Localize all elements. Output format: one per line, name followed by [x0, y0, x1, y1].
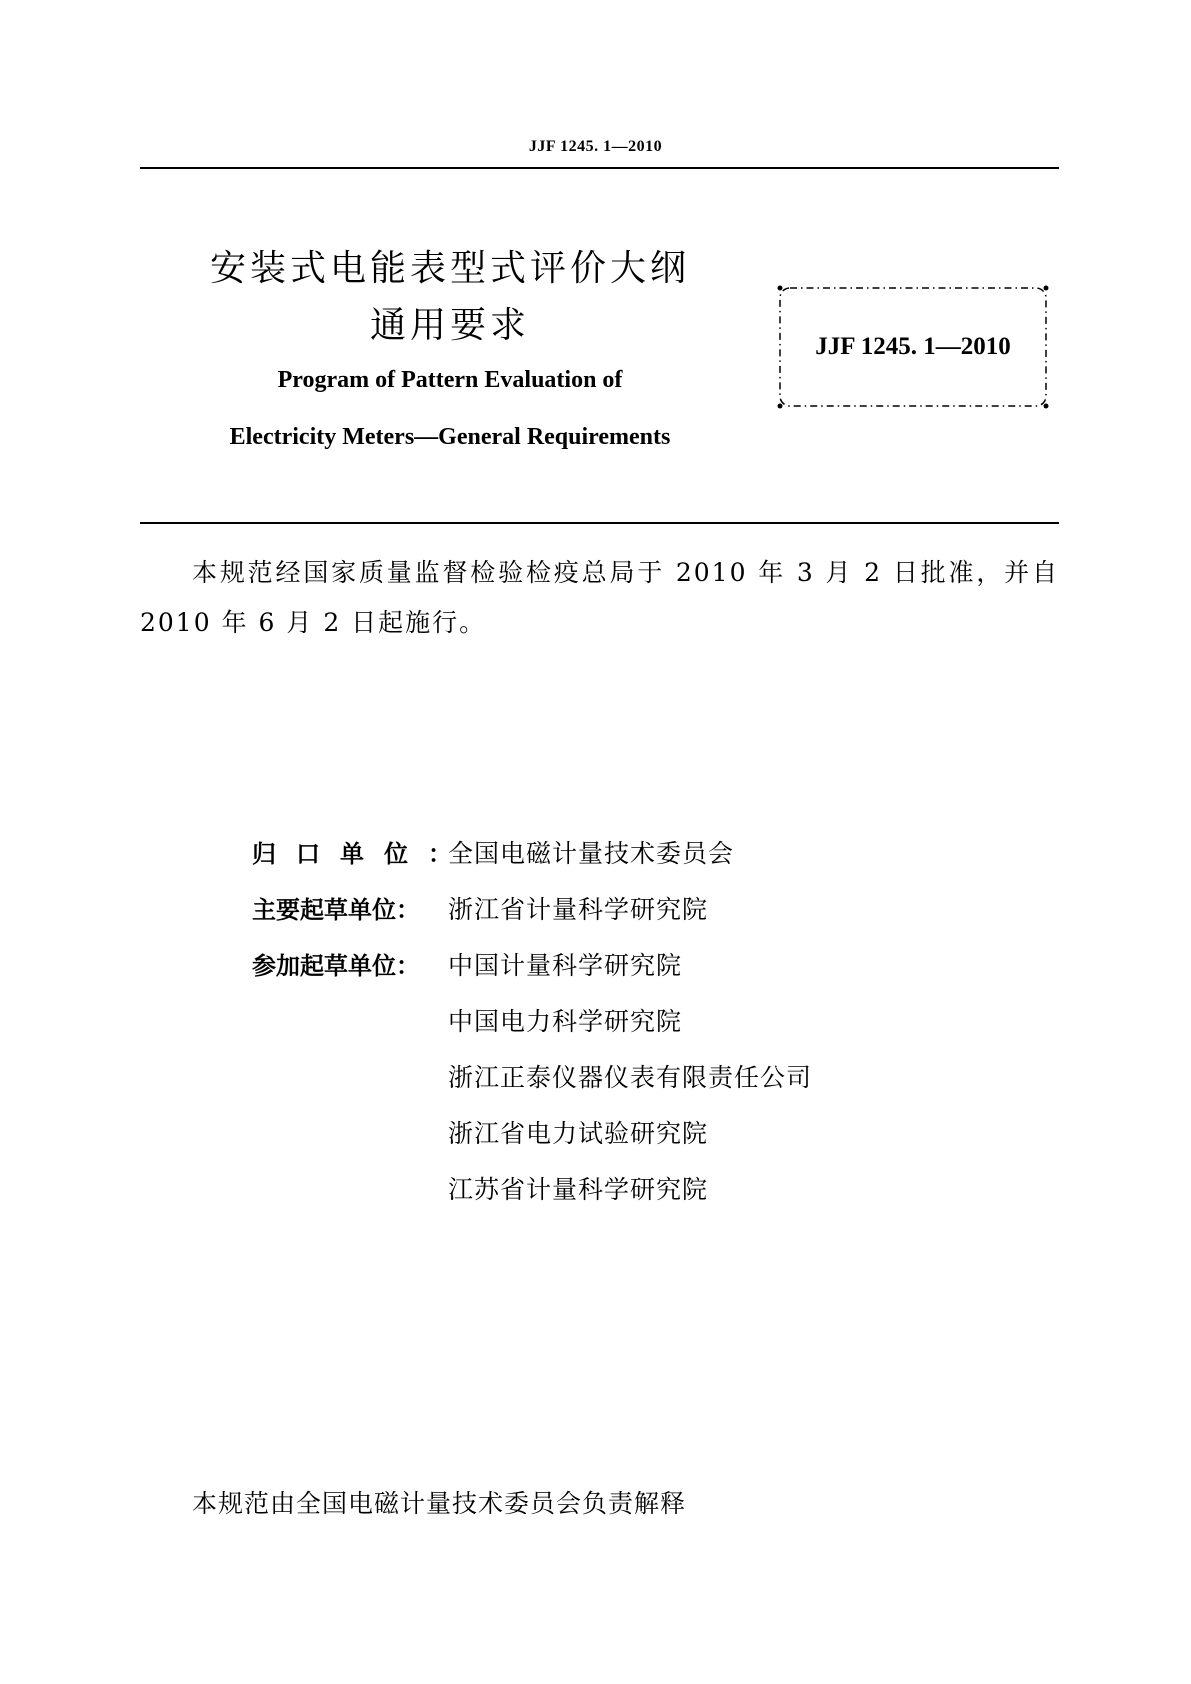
participant-item: 中国电力科学研究院 [448, 1007, 683, 1036]
label-char: 位 [384, 840, 408, 868]
interpretation-note: 本规范由全国电磁计量技术委员会负责解释 [192, 1489, 687, 1518]
standard-code: JJF 1245. 1—2010 [815, 333, 1011, 360]
responsible-unit-label [252, 834, 452, 869]
standard-code-box [776, 284, 1050, 410]
participant-item: 浙江省电力试验研究院 [448, 1119, 709, 1148]
label-colon: ： [428, 840, 452, 868]
responsible-unit-value: 全国电磁计量技术委员会 [448, 839, 735, 868]
label-char: 口 [296, 840, 320, 868]
main-drafter-value: 浙江省计量科学研究院 [448, 895, 709, 924]
participant-item: 浙江正泰仪器仪表有限责任公司 [448, 1063, 813, 1092]
title-english-line1: Program of Pattern Evaluation of [277, 367, 623, 393]
participant-item: 中国计量科学研究院 [448, 951, 683, 980]
title-chinese-line1: 安装式电能表型式评价大纲 [209, 248, 690, 289]
participant-item: 江苏省计量科学研究院 [448, 1175, 709, 1204]
label-char: 单 [340, 840, 364, 868]
participants-label: 参加起草单位： [252, 952, 420, 980]
title-english-line2: Electricity Meters—General Requirements [229, 424, 671, 450]
header-standard-code: JJF 1245. 1—2010 [528, 138, 663, 155]
section-divider [140, 522, 1059, 524]
approval-statement: 本规范经国家质量监督检验检疫总局于 2010 年 3 月 2 日批准，并自 2010 年 6 月 2 日起施行。 [140, 558, 1059, 637]
title-chinese-line2: 通用要求 [369, 305, 530, 346]
label-char: 归 [252, 840, 276, 868]
header-divider [140, 167, 1059, 169]
main-drafter-label: 主要起草单位： [252, 896, 420, 924]
